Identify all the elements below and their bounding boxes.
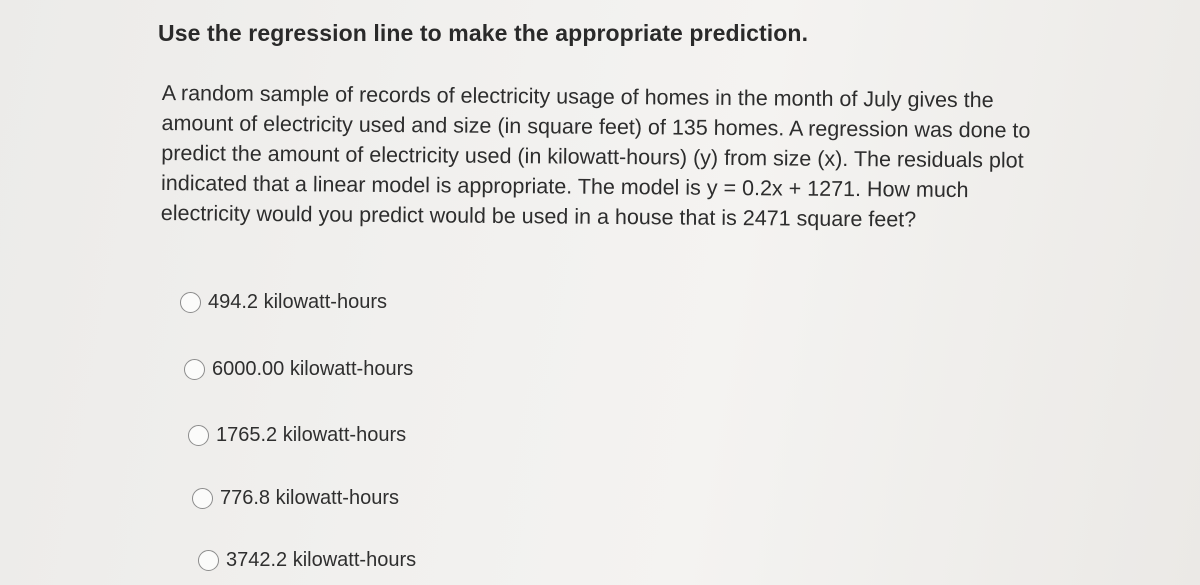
option-label: 1765.2 kilowatt-hours bbox=[216, 424, 407, 446]
answer-option[interactable] bbox=[184, 358, 413, 381]
radio-button[interactable] bbox=[192, 488, 213, 509]
answer-option[interactable] bbox=[180, 291, 387, 314]
option-label: 3742.2 kilowatt-hours bbox=[226, 549, 417, 571]
answer-option[interactable] bbox=[198, 549, 416, 572]
question-text: A random sample of records of electricity usage of homes in the month of July gives the amount of electricity used and size (in square feet) of 135 homes. A regression was done to predict the amount of electricity used (in kilowatt-hours) (y) from size (x). The residuals plot indicated that a linear model is appropriate. The model is y = 0.2x + 1271. How much electricity would you predict would be used in a house that is 2471 square feet? bbox=[160, 80, 1031, 232]
option-label: 6000.00 kilowatt-hours bbox=[212, 358, 414, 380]
answer-option[interactable] bbox=[192, 487, 399, 510]
radio-button[interactable] bbox=[184, 359, 205, 380]
radio-button[interactable] bbox=[180, 292, 201, 313]
option-label: 776.8 kilowatt-hours bbox=[220, 487, 399, 509]
option-label: 494.2 kilowatt-hours bbox=[208, 291, 387, 313]
radio-button[interactable] bbox=[188, 425, 209, 446]
answer-option[interactable] bbox=[188, 424, 406, 447]
question-title: Use the regression line to make the appropriate prediction. bbox=[158, 20, 809, 46]
radio-button[interactable] bbox=[198, 550, 219, 571]
